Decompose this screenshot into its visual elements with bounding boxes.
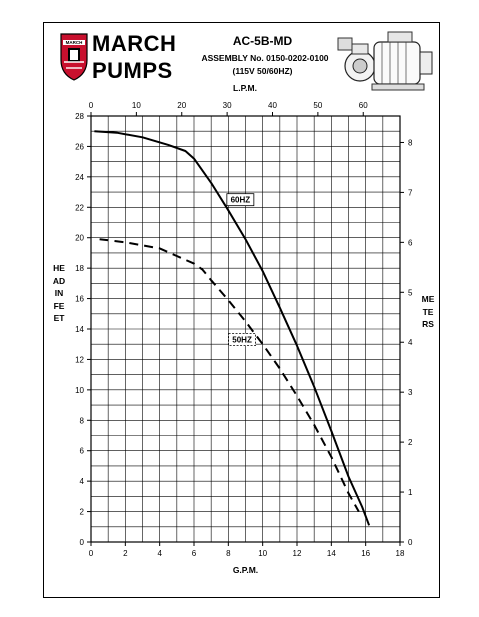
right-tick-label: 4: [408, 338, 413, 348]
y-tick-label: 28: [75, 112, 84, 121]
y-tick-label: 14: [75, 325, 84, 334]
y-tick-label: 24: [75, 172, 84, 182]
right-tick-label: 3: [408, 388, 413, 398]
top-tick-label: 50: [313, 101, 323, 110]
top-tick-label: 40: [268, 101, 277, 110]
x-axis-label: G.P.M.: [232, 565, 259, 575]
right-tick-label: 5: [408, 288, 413, 298]
x-tick-label: 2: [123, 549, 128, 558]
y-tick-label: 20: [75, 233, 84, 243]
logo-seal-text: MARCH: [65, 40, 83, 46]
y-tick-label: 16: [75, 294, 84, 304]
brand-name-line2: PUMPS: [92, 58, 173, 83]
x-tick-label: 12: [292, 549, 302, 558]
series-label-60hz: 60HZ: [230, 195, 251, 205]
right-tick-label: 8: [408, 138, 413, 148]
right-tick-label: 7: [408, 188, 413, 198]
left-axis-label: HEAD IN FEET: [52, 263, 66, 323]
y-tick-label: 18: [75, 264, 84, 274]
top-tick-label: 0: [88, 101, 94, 110]
top-tick-label: 10: [131, 101, 141, 110]
right-axis-label: METERS: [421, 294, 435, 329]
y-tick-label: 22: [75, 203, 84, 213]
top-tick-label: 30: [222, 101, 232, 110]
y-tick-label: 26: [75, 142, 84, 152]
y-tick-label: 6: [79, 446, 84, 456]
right-tick-label: 0: [408, 538, 413, 547]
right-tick-label: 2: [408, 438, 413, 448]
x-tick-label: 6: [191, 549, 197, 558]
x-tick-label: 4: [157, 549, 162, 558]
series-label-50hz: 50HZ: [232, 335, 252, 345]
x-tick-label: 14: [326, 549, 336, 558]
voltage-rating: (115V 50/60HZ): [232, 66, 293, 76]
x-tick-label: 18: [395, 549, 405, 558]
top-axis-label: L.P.M.: [233, 83, 257, 93]
top-tick-label: 60: [358, 101, 368, 110]
brand-name-line1: MARCH: [92, 31, 177, 56]
x-tick-label: 16: [361, 549, 371, 558]
right-tick-label: 1: [408, 488, 413, 498]
y-tick-label: 2: [79, 507, 84, 517]
model-title: AC-5B-MD: [232, 34, 293, 48]
x-tick-label: 0: [88, 549, 94, 558]
x-tick-label: 10: [258, 549, 268, 558]
y-tick-label: 4: [79, 477, 84, 487]
x-tick-label: 8: [226, 549, 231, 558]
y-tick-label: 0: [79, 538, 84, 547]
assembly-number: ASSEMBLY No. 0150-0202-0100: [201, 53, 329, 63]
y-tick-label: 8: [79, 416, 84, 426]
top-tick-label: 20: [177, 101, 187, 110]
right-tick-label: 6: [408, 238, 413, 248]
y-tick-label: 12: [75, 355, 84, 365]
y-tick-label: 10: [75, 385, 84, 395]
curve-50hz: [100, 239, 359, 511]
